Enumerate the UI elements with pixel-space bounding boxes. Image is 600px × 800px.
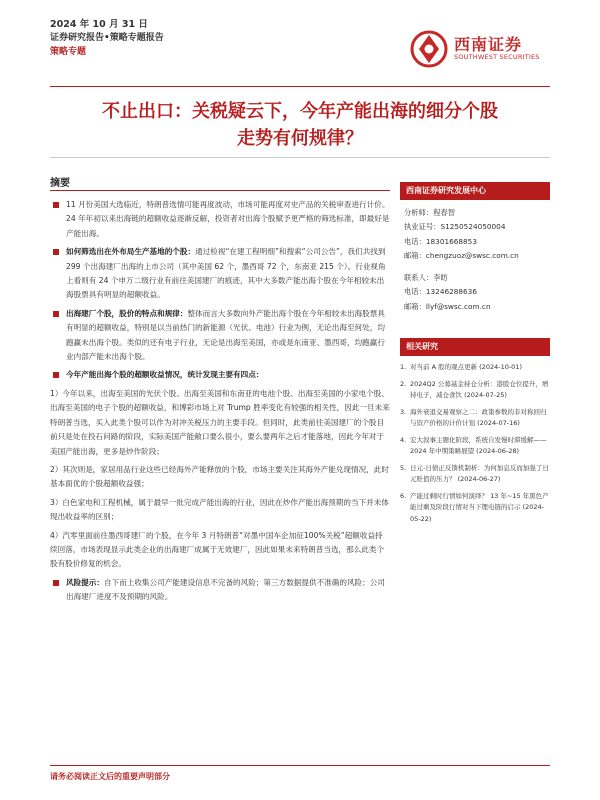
footer-divider [50,765,550,766]
abstract-divider [50,190,390,191]
finding-1: 1）今年以来，出海至美国的光伏个股、出海至美国和东南亚的电池个股、出海至美国的小家电个股、出海至美国的电子个股的超额收益，和博彩市场上对 Trump 胜率变化有较强的相关性，因此一旦未来特朗普当选，买入此类个股可以作为对冲关税压力的主要手段。但同时，此类前往美国建厂的个股目前只是处在投石问路的阶段，实际美国产能敞口要么很小，要么要两年之后才能落地，因此今年对于美国产能出海，更多是炒作阶段； [50,388,390,456]
abstract-lead: 今年产能出海个股的超额收益情况，统计发现主要有四点： [66,370,264,380]
risk-text: 自下而上收集公司产能建设信息不完备的风险；第三方数据提供不准确的风险；公司出海建厂进度不及预期的风险。 [66,577,385,602]
logo-mark-icon [410,30,448,68]
contact-email[interactable]: llyf@swsc.com.cn [425,301,491,311]
analyst-name: 程春智 [433,208,456,217]
bullet-icon [53,202,59,208]
bullet-icon [53,249,59,255]
title-line-1: 不止出口：关税疑云下，今年产能出海的细分个股 [102,101,498,122]
email-label: 邮箱： [404,250,426,260]
related-item[interactable]: 3. 海外衰退交易观察之二：政策参数的非对称回归与资产价格的计价计划 (2024-07-16) [400,407,547,427]
cert-label: 执业证号： [404,222,441,232]
email-address[interactable]: chengzuoz@swsc.com.cn [425,250,519,260]
phone-number: 18301668853 [425,236,477,246]
title-divider [50,157,550,158]
abstract-body [50,198,390,609]
related-item[interactable]: 6. 产能过剩时行情如何演绎？ 13 年~15 年黑色产能过剩及阶段行情对当下锂电链的启示 (2024-05-22) [400,491,549,523]
finding-4: 4）汽零里面前往墨西哥建厂的个股，在今年 3 月特朗普“对墨中国车企加征100%关税”超额收益持续回落，市场表现显示此类企业的出海建厂成属于无效建厂，因此如果未来特朗普当选，那么此类个股有股价修复的机会。 [50,530,385,569]
contact-phone-label: 电话： [404,287,426,297]
finding-2: 2）其次则是，家居用品行业这些已经海外产能释放的个股，市场主要关注其海外产能兑现情况，此时基本面优的个股超额收益强； [50,464,389,489]
company-logo [410,30,560,78]
title-line-2: 走势有何规律？ [237,128,363,149]
related-item[interactable]: 5. 日元-日债正反馈机制析：为何加息反而加强了日元贬值的压力？ (2024-06-27) [400,463,549,483]
abstract-text: 通过检视“在建工程明细”和搜索“公司公告”，我们共找到 299 个出海建厂出海的上市公司（其中美国 62 个，墨西哥 72 个，东南亚 215 个）。行业视角上看则有 24 个申万二级行业有前往美国建厂的痕迹，其中大多数产能出海个股在今年相较未出海股票具有明显的超额收益。 [66,247,386,300]
related-research-list [400,362,550,530]
abstract-heading: 摘要 [50,178,70,189]
related-item[interactable]: 4. 宏大叙事主题化阶段，系统自发慢时滞缓解——2024 年中期策略展望 (2024-06-28) [400,435,547,455]
report-date: 2024 年 10 月 31 日 [50,19,148,30]
abstract-paragraph [50,368,390,382]
abstract-text: 整体而言大多数向外产能出海个股在今年相较未出海股票具有明显的超额收益，特别是以当前热门的新能源（光伏、电池）行业为例，无论出海至何处，均跑赢未出海个股。类似的还有电子行业，无论是出海至美国，亦或是东南亚、墨西哥，均跑赢行业内部产能未出海个股。 [66,308,385,362]
bullet-icon [53,372,59,378]
bullet-icon [53,311,59,317]
related-research-header: 相关研究 [400,338,550,356]
abstract-paragraph [50,245,390,303]
finding-3: 3）白色家电和工程机械，属于最早一批完成产能出海的行业，因此在炒作产能出海预期的当下并未体现出收益率的区别； [50,497,389,522]
abstract-paragraph [50,307,390,365]
header-divider [50,86,550,87]
report-type: 证券研究报告•策略专题报告 [50,33,164,43]
logo-name-en: SOUTHWEST SECURITIES [454,53,540,61]
footer-disclaimer: 请务必阅读正文后的重要声明部分 [50,772,170,781]
logo-name-cn: 西南证券 [454,35,523,54]
contact-name: 李昉 [433,273,448,283]
phone-label: 电话： [404,236,426,246]
analyst-info [404,206,550,314]
abstract-paragraph [50,198,390,241]
report-title [50,98,550,152]
abstract-lead: 如何筛选出在外布局生产基地的个股： [66,247,196,257]
bullet-icon [53,580,59,586]
abstract-lead: 出海建厂个股，股价的特点和规律： [66,308,188,318]
risk-lead: 风险提示： [66,577,104,587]
analyst-label: 分析师： [404,208,434,217]
abstract-text: 11 月份美国大选临近，特朗普选情可能再度波动，市场可能再度对史产品的关税审查进行计价。24 年年初以来出海链的超额收益逐渐反解，投资者对出海个股赋予更严格的筛选标准，即最好是产能出海。 [66,200,390,238]
related-item[interactable]: 1. 对当前 A 股的观点更新 (2024-10-01) [400,363,522,371]
contact-phone: 13246288636 [425,287,477,297]
related-item[interactable]: 2. 2024Q2 公募基金持仓分析：港股仓位提升，增持电子，减仓食饮 (2024-07-25) [400,379,549,399]
sidebar-header: 西南证券研究发展中心 [400,182,550,200]
contact-label: 联系人： [404,273,434,283]
contact-email-label: 邮箱： [404,301,426,311]
risk-paragraph [50,576,390,605]
report-subcategory: 策略专题 [50,47,87,57]
cert-number: S1250524050004 [440,222,506,232]
